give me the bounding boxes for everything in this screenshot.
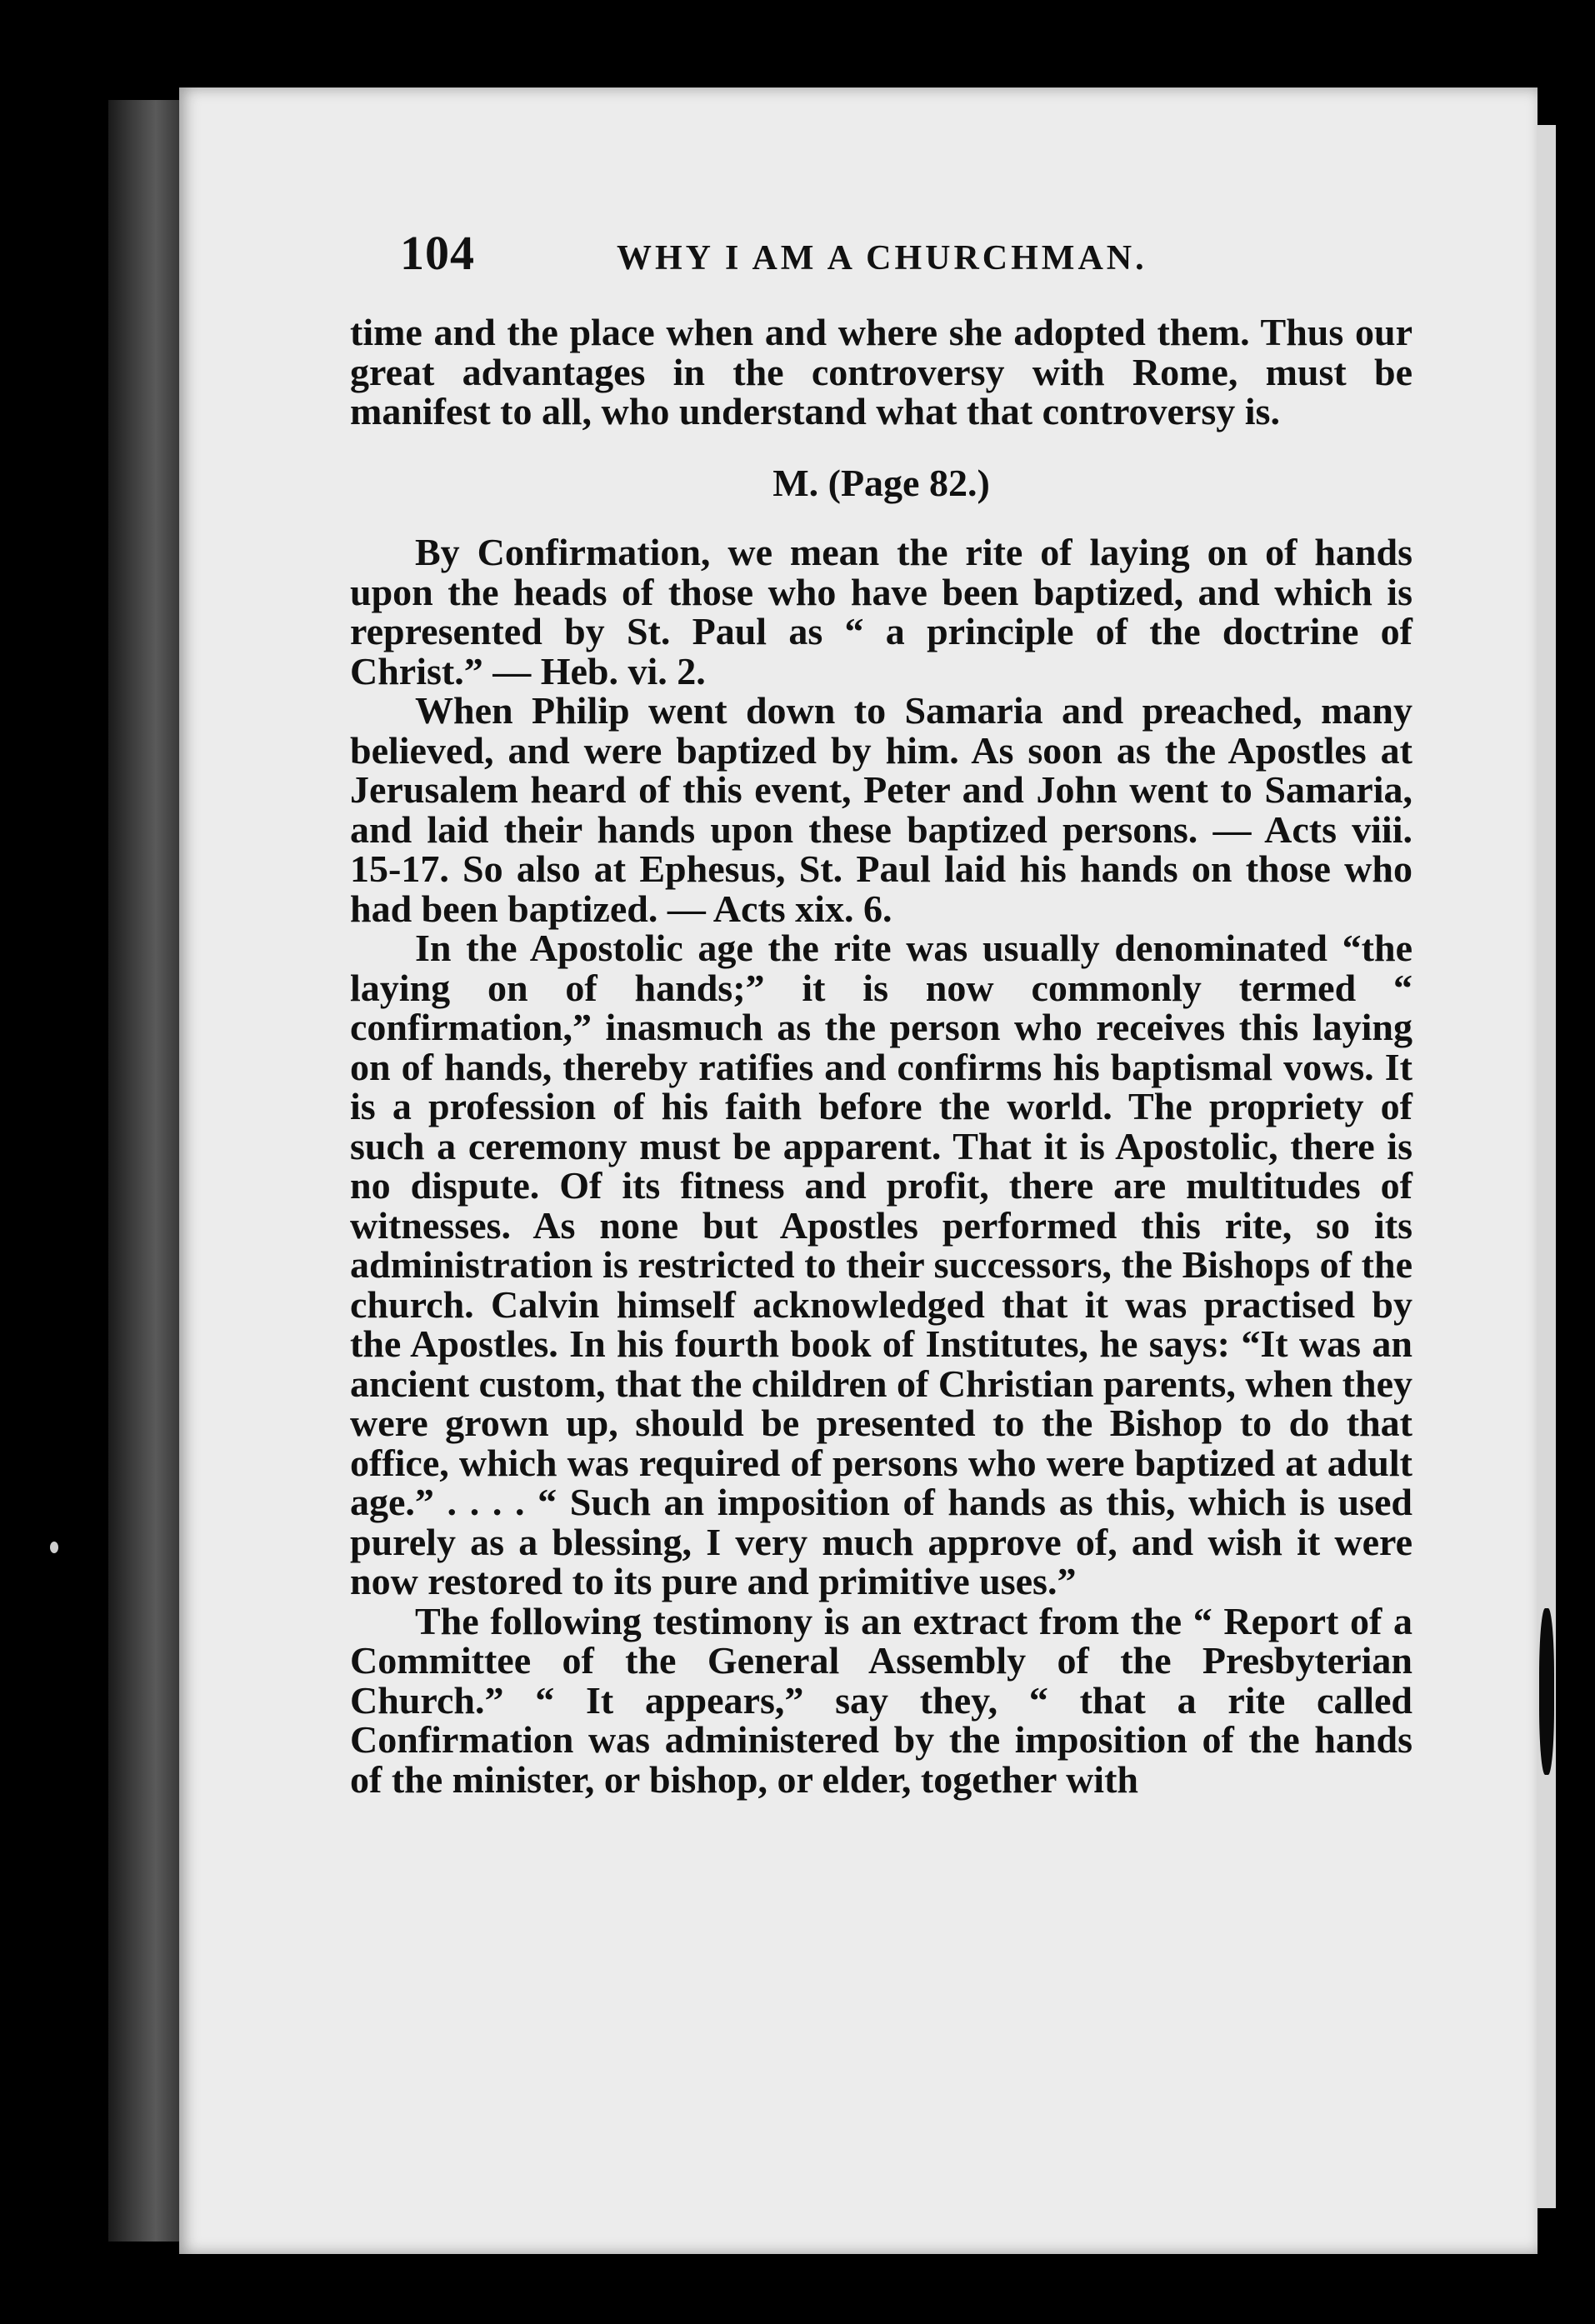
body-text: [350, 312, 1412, 1799]
running-title: WHY I AM A CHURCHMAN.: [617, 239, 1148, 277]
facing-page-edge: [1538, 125, 1556, 2208]
paragraph-2: When Philip went down to Samaria and preached, many believed, and were baptized by him. As soon as the Apostles at Jerusalem heard of this event, Peter and John went to Samaria, and laid their hands upon these baptized persons. — Acts viii. 15-17. So also at Ephesus, St. Paul laid his hands on those who had been baptized. — Acts xix. 6.: [350, 689, 1412, 930]
paragraph-4: The following testimony is an extract from the “ Report of a Committee of the General Assembly of the Presbyterian Church.” “ It appears,” say they, “ that a rite called Confirmation was administered by the imposition of the hands of the minister, or bishop, or elder, together with: [350, 1599, 1412, 1801]
scan-speck: [50, 1542, 58, 1553]
note-heading: M. (Page 82.): [772, 461, 990, 504]
paragraph-3: In the Apostolic age the rite was usually denominated “the laying on of hands;” it is now commonly termed “ confirmation,” inasmuch as the person who receives this laying on of hands, thereby ratifies and confirms his baptismal vows. It is a profession of his faith before the world. The propriety of such a ceremony must be apparent. That it is Apostolic, there is no dispute. Of its fitness and profit, there are multitudes of witnesses. As none but Apostles performed this rite, so its administration is restricted to their successors, the Bishops of the church. Calvin himself acknowledged that it was practised by the Apostles. In his fourth book of Institutes, he says: “It was an ancient custom, that the children of Christian parents, when they were grown up, should be presented to the Bishop to do that office, which was required of persons who were baptized at adult age.” . . . . “ Such an imposition of hands as this, which is used purely as a blessing, I very much approve of, and wish it were now restored to its pure and primitive uses.”: [350, 927, 1412, 1602]
page-number: 104: [400, 226, 475, 280]
continuation-paragraph: time and the place when and where she adopted them. Thus our great advantages in the controversy with Rome, must be manifest to all, who understand what that controversy is.: [350, 311, 1412, 432]
paragraph-1: By Confirmation, we mean the rite of laying on of hands upon the heads of those who have been baptized, and which is represented by St. Paul as “ a principle of the doctrine of Christ.” — Heb. vi. 2.: [350, 531, 1412, 692]
book-binding: [108, 100, 188, 2242]
page-header: [400, 225, 1433, 292]
page-edge-mark: [1539, 1608, 1554, 1775]
